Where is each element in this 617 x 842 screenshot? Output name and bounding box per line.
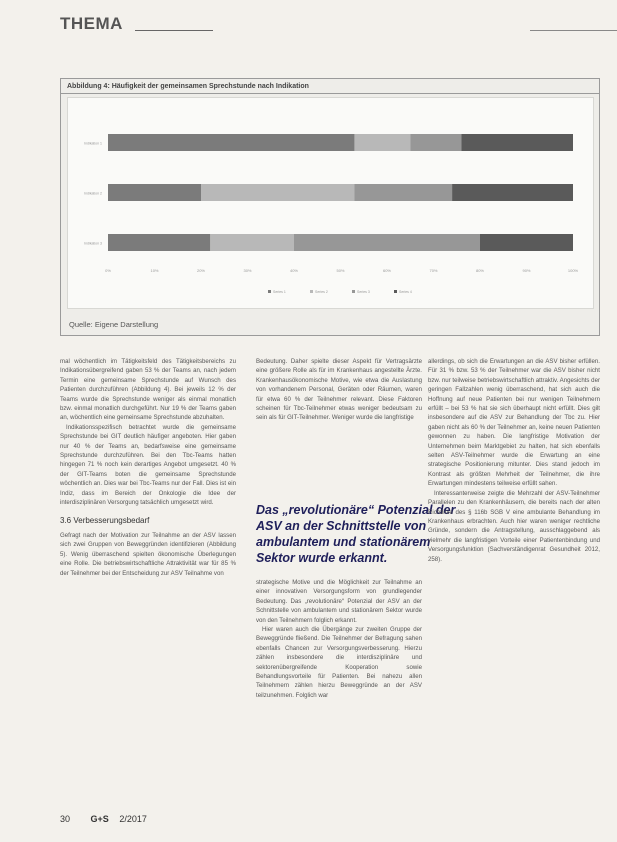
bar-segment: [108, 234, 210, 251]
column-middle-top: [256, 357, 422, 423]
x-tick-label: 30%: [243, 268, 252, 273]
page-header: [60, 14, 600, 34]
x-tick-label: 10%: [150, 268, 159, 273]
bar-segment: [210, 234, 294, 251]
category-label: Indikation 2: [84, 191, 102, 196]
legend-swatch: [268, 290, 271, 293]
page-footer: [60, 814, 147, 824]
bar-segment: [354, 184, 452, 201]
paragraph: Hier waren auch die Übergänge zur zweiten Gruppe der Beweggründe fließend. Die Teilnehmer der Befragung sahen ebenfalls Chancen zur Versorgungsverbesserung. Hierzu zählen insbesondere die interdisziplinäre und sektorenübergreifende Kooperation sowie Behandlungsvorteile für Patienten. Bei nahezu allen Teilnehmern zählen hierzu Beweggründe an der ASV teilzunehmen. Folglich war: [256, 626, 422, 699]
figure-divider: [61, 93, 599, 94]
bar-segment: [480, 234, 573, 251]
category-label: Indikation 3: [84, 241, 102, 246]
bar-segment: [201, 184, 354, 201]
category-label: Indikation 1: [84, 141, 102, 146]
column-middle-bottom: [256, 578, 422, 700]
column-left: [60, 357, 236, 578]
paragraph: Gefragt nach der Motivation zur Teilnahme an der ASV lassen sich zwei Gruppen von Beweggründen identifizieren (Abbildung 5). Wenig überraschend spielten ökonomische Überlegungen eine Rolle. Die betriebswirtschaftliche Attraktivität war für 85 % der Teilnehmer bei der Entscheidung zur ASV Teilnahme von: [60, 531, 236, 577]
legend-swatch: [394, 290, 397, 293]
x-tick-label: 100%: [567, 268, 579, 273]
bar-segment: [294, 234, 480, 251]
x-tick-label: 50%: [336, 268, 345, 273]
figure-title: Abbildung 4: Häufigkeit der gemeinsamen Sprechstunde nach Indikation: [67, 83, 309, 90]
bar-segment: [461, 134, 573, 151]
x-tick-label: 40%: [289, 268, 299, 273]
bar-segment: [410, 134, 461, 151]
bar-segment: [108, 134, 354, 151]
chart: [67, 97, 594, 309]
section-label: THEMA: [60, 14, 123, 33]
figure: [60, 78, 600, 336]
x-tick-label: 60%: [382, 268, 392, 273]
x-tick-label: 80%: [475, 268, 485, 273]
paragraph: allerdings, ob sich die Erwartungen an die ASV bisher erfüllen. Für 31 % bzw. 53 % der Teilnehmer war die ASV bisher nicht bzw. nur teilweise betriebswirtschaftlich attraktiv. Angesichts der geringen Fallzahlen wenig überraschend, hat sich auch die Hoffnung auf neue Patienten bei nur wenigen Teilnehmern erfüllt – bei 53 % hat sie sich überhaupt nicht erfüllt. Dies gilt insbesondere auf die ASV zur Behandlung der Tbc zu. Hier gaben nicht als 60 % der Teilnehmer an, keine neuen Patienten gewonnen zu haben. Die langfristige Motivation der Unternehmen beim Marktgebiet zu halten, hat sich ebenfalls selten ASV-Teilnehmer wurde die Erwartung an eine strategische Positionierung mitunter. Dies stand jedoch im Kontrast als größten Mehrheit der Teilnehmer, die ihre Erwartungen mindestens teilweise erfüllt sahen.: [428, 358, 600, 488]
section-heading: 3.6 Verbesserungsbedarf: [60, 515, 150, 525]
paragraph: Indikationsspezifisch betrachtet wurde die gemeinsame Sprechstunde bei GIT deutlich häufiger angeboten. Hier gaben nur 40 % der Teams an, bedarfsweise eine gemeinsame Sprechstunde durchzuführen. Bei den Tbc-Teams hatten hingegen 71 % noch kein derartiges Angebot umgesetzt. 40 % der GIT-Teams boten die gemeinsame Sprechstunde wöchentlich an. Dies war bei Tbc-Teams nur der Fall. Dies ist ein Indiz, dass im Bereich der Onkologie die Idee der interdisziplinären Versorgung tatsächlich umgesetzt wird.: [60, 423, 236, 507]
legend-label: Series 1: [273, 290, 286, 294]
x-tick-label: 70%: [429, 268, 438, 273]
page-number: 30: [60, 814, 71, 824]
x-tick-label: 90%: [522, 268, 531, 273]
paragraph: Bedeutung. Daher spielte dieser Aspekt für Vertragsärzte eine größere Rolle als für im Krankenhaus angestellte Ärzte. Krankenhausökonomische Motive, wie etwa die Auslastung von vorhandenem Personal, Geräten oder Räumen, waren für etwa 60 % der Teilnehmer relevant. Diese Faktoren scheinen für Tbc-Teilnehmer etwas weniger bedeutsam zu sein als für GIT-Teilnehmer. Weniger wurde die langfristige: [256, 358, 422, 422]
header-rule-right: [530, 30, 617, 31]
legend-swatch: [310, 290, 313, 293]
column-right: [428, 357, 600, 564]
figure-source: Quelle: Eigene Darstellung: [69, 320, 159, 329]
legend-label: Series 2: [315, 290, 328, 294]
header-rule-left: [135, 30, 213, 31]
x-tick-label: 0%: [105, 268, 111, 273]
magazine-name: G+S: [90, 814, 109, 824]
legend-swatch: [352, 290, 355, 293]
bar-segment: [354, 134, 410, 151]
x-tick-label: 20%: [196, 268, 206, 273]
paragraph: Interessanterweise zeigte die Mehrzahl der ASV-Teilnehmer Parallelen zu den Krankenhäusern, die bereits nach der alten Richtlinie des § 116b SGB V eine ambulante Behandlung im Krankenhaus erbrachten. Auch hier waren weniger rechtliche Gründe, sondern die Antragstellung, ausschlaggebend als vielmehr die langfristigen Vorteile einer Patientenbindung und Versorgungsfunktion (Sachverständigenrat Gesundheit 2012, 258).: [428, 489, 600, 563]
legend-label: Series 3: [357, 290, 370, 294]
pull-quote: Das „revolutionäre“ Potenzial der ASV an der Schnittstelle von ambulantem und stationärem Sektor wurde erkannt.: [256, 503, 456, 565]
paragraph: mal wöchentlich im Tätigkeitsfeld des Tätigkeitsbereichs zu Indikationsübergreifend gaben 53 % der Teams an, nach jedem Termin eine gemeinsame Sprechstunde auf Wunsch des Patienten durchzuführen (Abbildung 4). Bei jeweils 12 % der Teams wurde die Sprechstunde weniger als einmal monatlich bzw. einmal monatlich durchgeführt. Nur 19 % der Teams gaben an, wöchentlich eine gemeinsame Sprechstunde abzuhalten.: [60, 358, 236, 422]
paragraph: strategische Motive und die Möglichkeit zur Teilnahme an einer innovativen Versorgungsform von grundlegender Bedeutung. Das „revolutionäre“ Potenzial der ASV an der Schnittstelle von ambulantem und stationärem Sektor wurde von den Teilnehmern folglich erkannt.: [256, 579, 422, 624]
bar-segment: [108, 184, 201, 201]
issue-number: 2/2017: [119, 814, 147, 824]
bar-segment: [452, 184, 573, 201]
stacked-bar-chart: [68, 98, 593, 308]
legend-label: Series 4: [399, 290, 412, 294]
